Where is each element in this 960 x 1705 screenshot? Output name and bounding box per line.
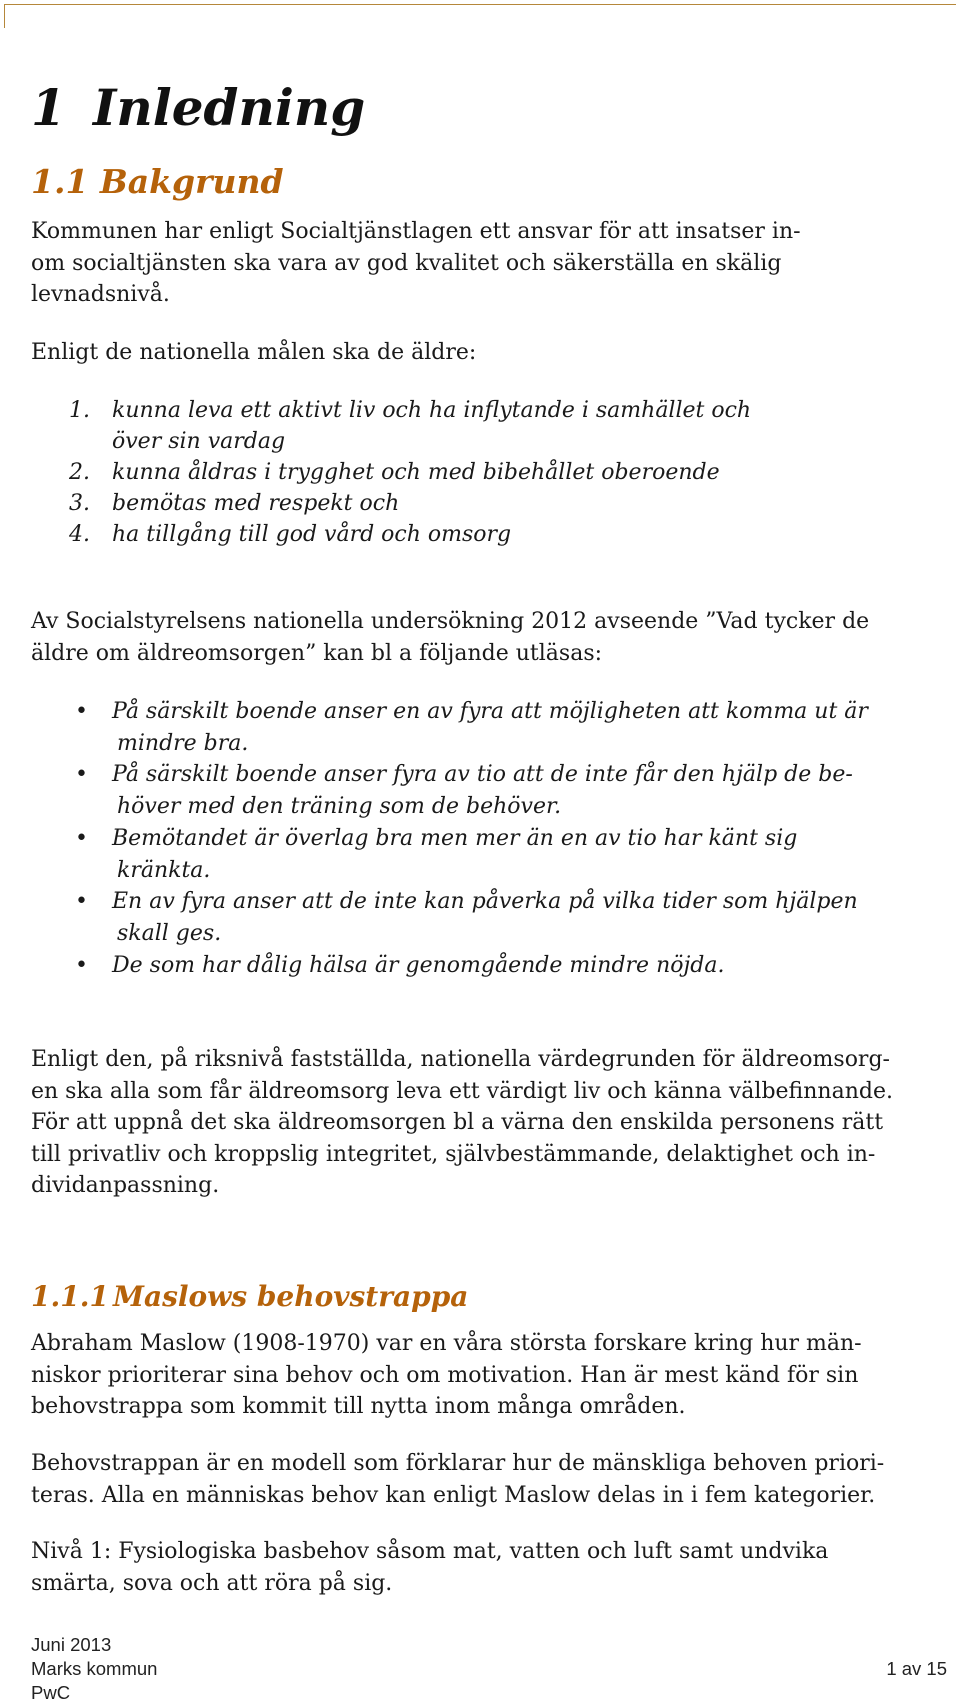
- list-number: 2.: [69, 460, 90, 485]
- list-item: [75, 886, 868, 949]
- footer-date: Juni 2013: [31, 1634, 112, 1655]
- list-text-cont: skall ges.: [117, 920, 222, 946]
- footer-municipality: Marks kommun: [31, 1658, 158, 1679]
- text-line: För att uppnå det ska äldreomsorgen bl a värna den enskilda personens rätt: [31, 1110, 884, 1135]
- list-text-cont: mindre bra.: [117, 730, 249, 756]
- bullet-icon: •: [75, 825, 88, 851]
- text-line: äldre om äldreomsorgen” kan bl a följande utläsas:: [31, 640, 603, 666]
- list-item: [69, 488, 751, 519]
- text-line: levnadsnivå.: [31, 282, 170, 307]
- list-text: På särskilt boende anser en av fyra att möjligheten att komma ut är: [112, 699, 868, 724]
- footer-company: PwC: [31, 1682, 71, 1703]
- values-paragraph: [31, 1044, 947, 1202]
- bullet-icon: •: [75, 952, 88, 978]
- page-number: 1 av 15: [886, 1658, 947, 1679]
- list-item: [69, 457, 751, 488]
- list-text-cont: höver med den träning som de behöver.: [117, 794, 562, 820]
- text-line: Enligt de nationella målen ska de äldre:: [31, 340, 477, 365]
- list-item: [75, 759, 868, 822]
- list-text: De som har dålig hälsa är genomgående mindre nöjda.: [112, 952, 725, 978]
- model-paragraph: [31, 1448, 947, 1511]
- subsection-number: 1.1.1: [31, 1280, 109, 1313]
- text-line: behovstrappa som kommit till nytta inom många områden.: [31, 1394, 686, 1419]
- level1-paragraph: [31, 1536, 947, 1599]
- list-text: kunna leva ett aktivt liv och ha inflytande i samhället och: [112, 398, 752, 423]
- chapter-number: 1: [31, 78, 66, 137]
- list-item: [75, 950, 868, 982]
- text-line: Nivå 1: Fysiologiska basbehov såsom mat, vatten och luft samt undvika: [31, 1539, 829, 1564]
- list-text-cont: kränkta.: [117, 857, 211, 883]
- list-item: [69, 395, 751, 457]
- list-item: [75, 823, 868, 886]
- list-text: Bemötandet är överlag bra men mer än en av tio har känt sig: [112, 825, 798, 851]
- intro-paragraph: [31, 216, 947, 311]
- list-item: [69, 519, 751, 550]
- text-line: teras. Alla en människas behov kan enligt Maslow delas in i fem kategorier.: [31, 1482, 876, 1508]
- bullet-icon: •: [75, 889, 88, 915]
- subsection-heading: [31, 1280, 468, 1314]
- list-text: ha tillgång till god vård och omsorg: [112, 522, 512, 547]
- top-rule-corner: [4, 4, 5, 28]
- text-line: en ska alla som får äldreomsorg leva ett värdigt liv och känna välbefinnande.: [31, 1078, 893, 1104]
- text-line: Kommunen har enligt Socialtjänstlagen ett ansvar för att insatser in-: [31, 219, 801, 244]
- section-heading: 1.1 Bakgrund: [31, 162, 284, 201]
- text-line: niskor prioriterar sina behov och om motivation. Han är mest känd för sin: [31, 1362, 859, 1388]
- text-line: Enligt den, på riksnivå fastställda, nationella värdegrunden för äldreomsorg-: [31, 1047, 890, 1072]
- chapter-title: Inledning: [93, 78, 366, 137]
- page-footer: [31, 1633, 947, 1705]
- list-text: En av fyra anser att de inte kan påverka på vilka tider som hjälpen: [112, 889, 858, 915]
- bullet-icon: •: [75, 699, 88, 724]
- list-number: 1.: [69, 398, 90, 423]
- text-line: Av Socialstyrelsens nationella undersökning 2012 avseende ”Vad tycker de: [31, 609, 870, 634]
- list-item: [75, 696, 868, 759]
- survey-paragraph: [31, 606, 947, 669]
- list-number: 4.: [69, 522, 90, 547]
- text-line: om socialtjänsten ska vara av god kvalitet och säkerställa en skälig: [31, 250, 782, 276]
- text-line: smärta, sova och att röra på sig.: [31, 1570, 393, 1596]
- list-text: kunna åldras i trygghet och med bibehållet oberoende: [112, 460, 720, 485]
- list-number: 3.: [69, 491, 90, 516]
- list-text: På särskilt boende anser fyra av tio att de inte får den hjälp de be-: [112, 762, 853, 788]
- text-line: till privatliv och kroppslig integritet, självbestämmande, delaktighet och in-: [31, 1141, 876, 1167]
- goals-list: [69, 395, 751, 550]
- maslow-paragraph: [31, 1328, 947, 1423]
- text-line: Abraham Maslow (1908-1970) var en våra största forskare kring hur män-: [31, 1331, 862, 1356]
- text-line: Behovstrappan är en modell som förklarar hur de mänskliga behoven priori-: [31, 1451, 885, 1476]
- chapter-heading: [31, 78, 365, 138]
- goals-intro: [31, 337, 947, 369]
- list-text: bemötas med respekt och: [112, 491, 400, 516]
- findings-list: [75, 696, 868, 981]
- text-line: dividanpassning.: [31, 1173, 220, 1198]
- subsection-title: Maslows behovstrappa: [113, 1280, 469, 1313]
- bullet-icon: •: [75, 762, 88, 788]
- top-rule: [4, 4, 956, 5]
- list-text-cont: över sin vardag: [112, 429, 286, 454]
